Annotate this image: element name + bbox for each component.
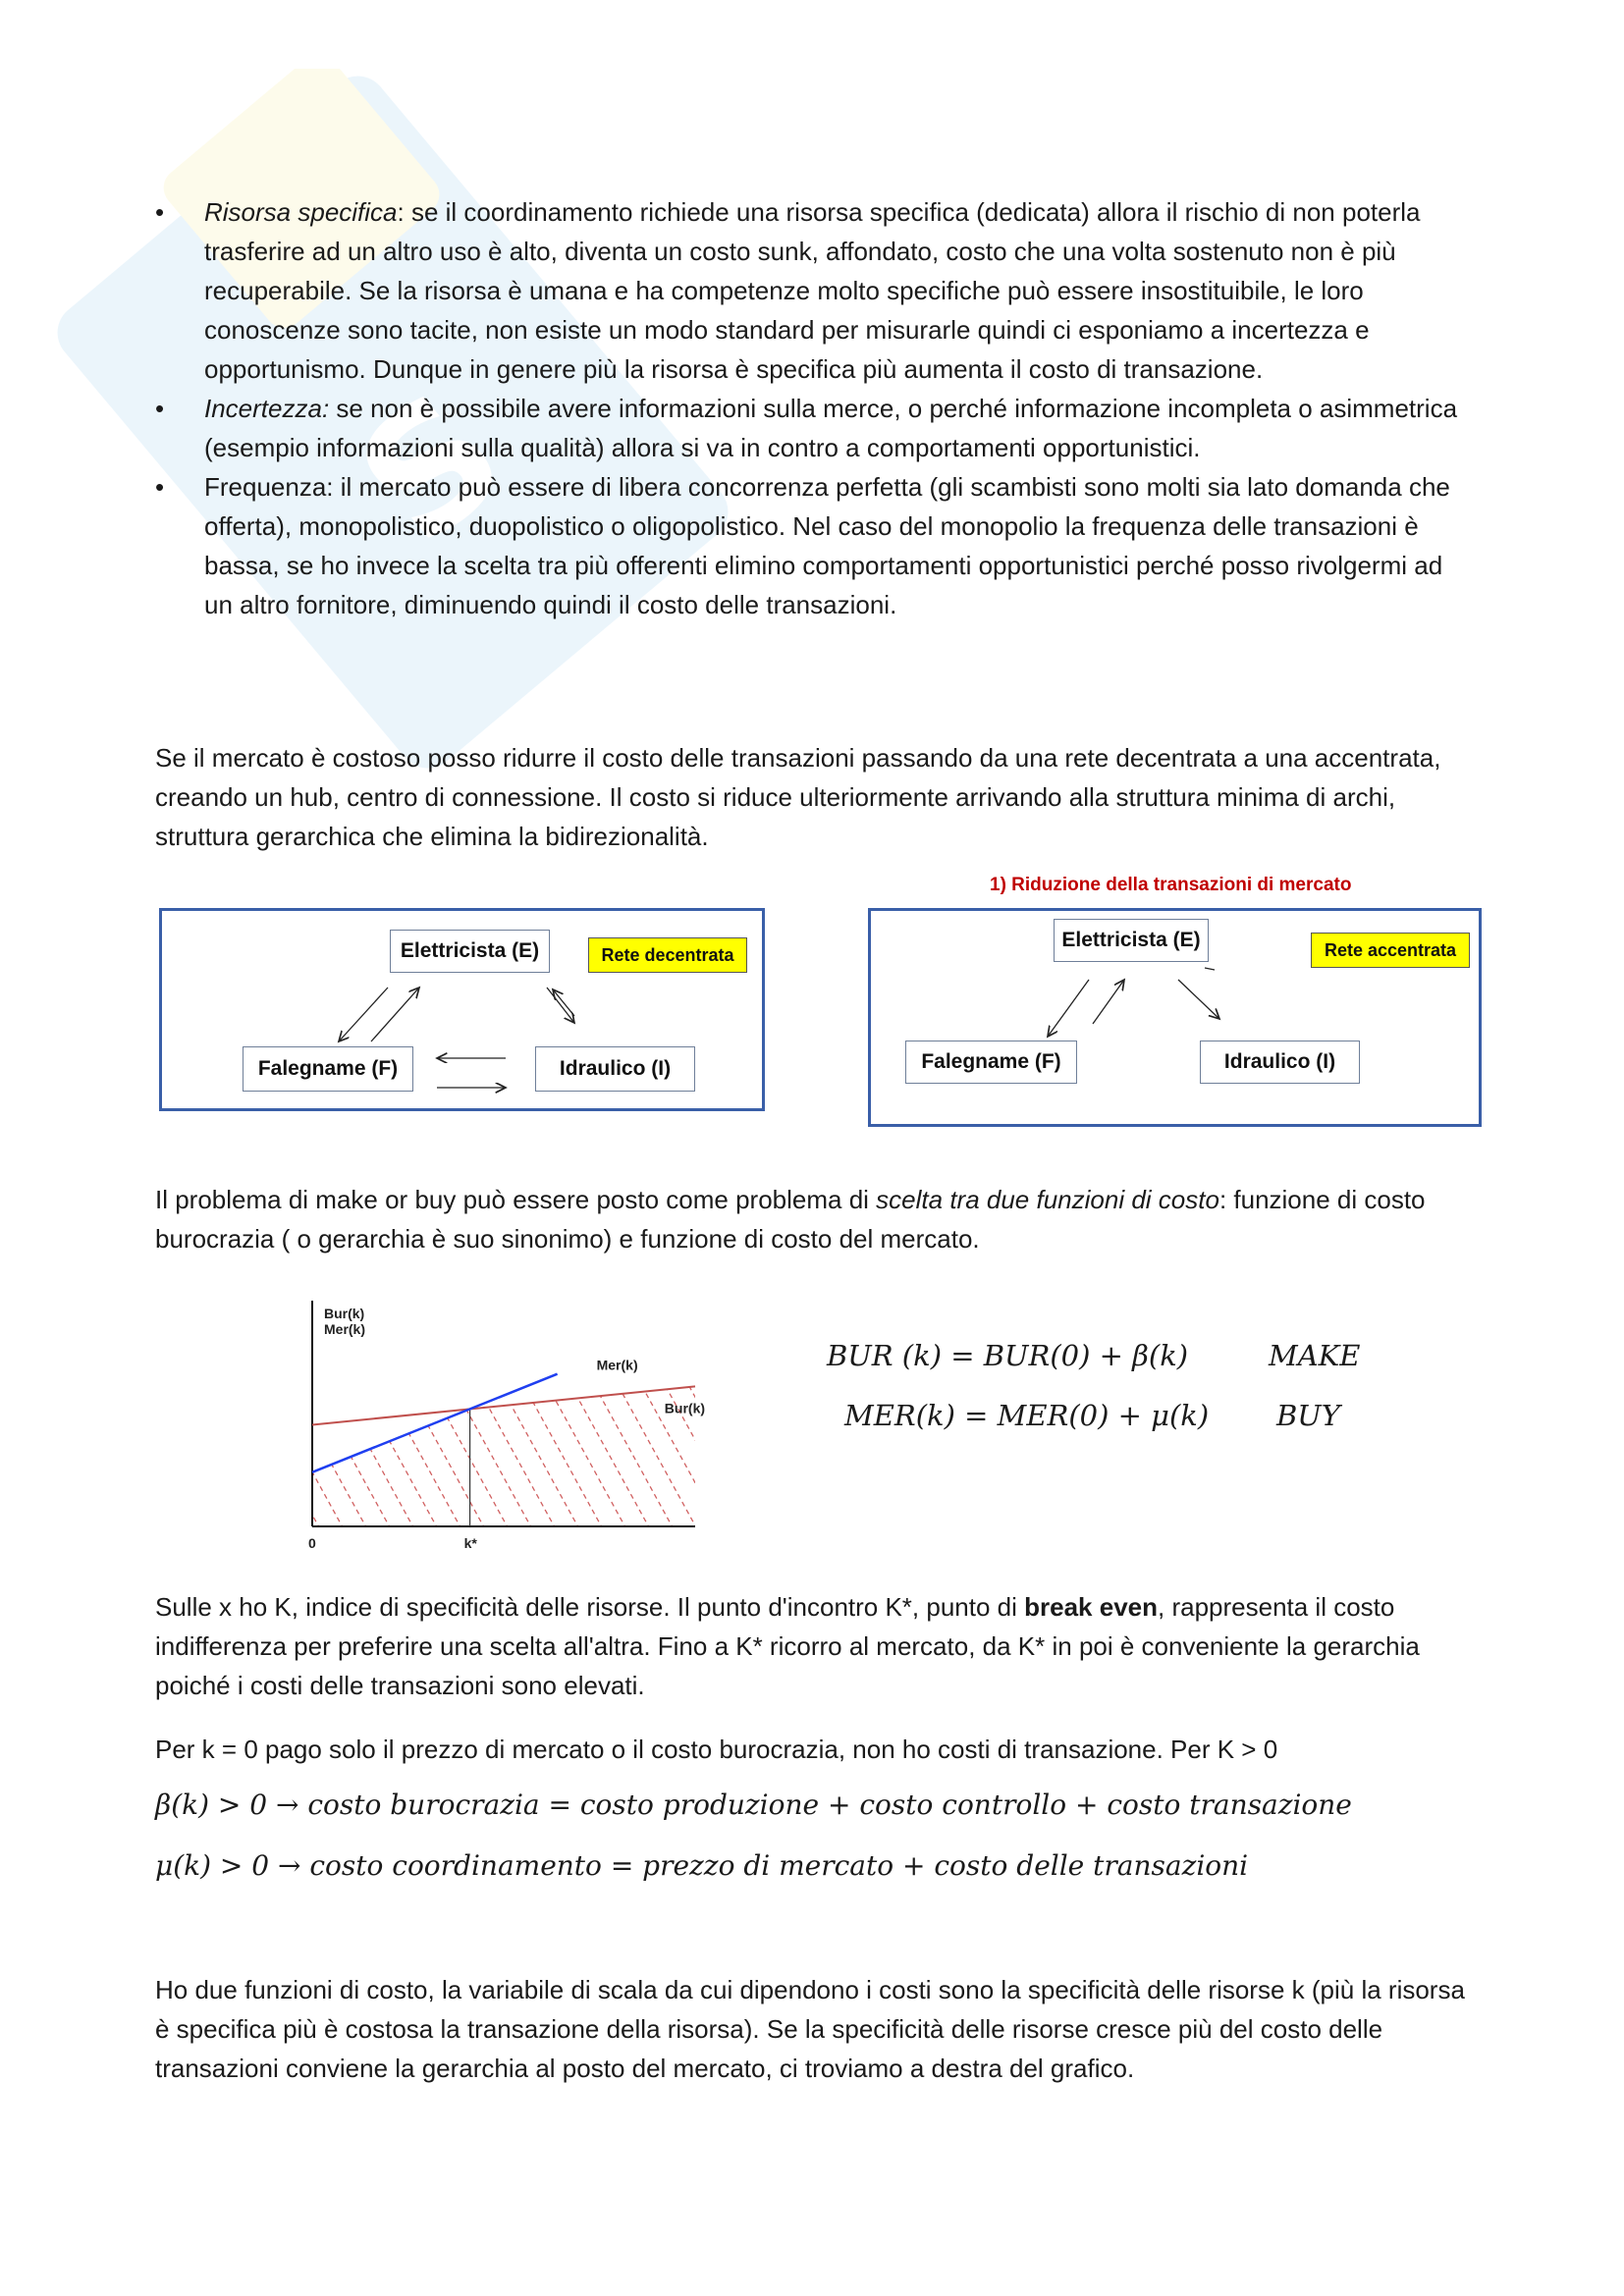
series-bur-line [312,1386,695,1424]
node-carpenter: Falegname (F) [243,1046,413,1092]
diagram-arrows [871,911,1485,1130]
list-item: • Risorsa specifica: se il coordinamento richiede una risorsa specifica (dedicata) allora il rischio di non poterla trasferire ad un altro uso è alto, diventa un costo sunk, affondato, costo che una volta sostenuto non è più recuperabile. Se la risorsa è umana e ha competenze molto specifiche può essere insostituibile, le loro conoscenze sono tacite, non esiste un modo standard per misurarle quindi ci esponiamo a incertezza e opportunismo. Dunque in genere più la risorsa è specifica più aumenta il costo di transazione. [155,192,1476,389]
paragraph-make-or-buy: Il problema di make or buy può essere posto come problema di scelta tra due funzioni di costo: funzione di costo burocrazia ( o gerarchia è suo sinonimo) e funzione di costo del mercato. [155,1185,1426,1254]
paragraph-k-zero: Per k = 0 pago solo il prezzo di mercato o il costo burocrazia, non ho costi di transazione. Per K > 0 [155,1735,1278,1764]
diagram-centralized [868,908,1482,1127]
paragraph-break-even: Sulle x ho K, indice di specificità delle risorse. Il punto d'incontro K*, punto di break even, rappresenta il costo indifferenza per preferire una scelta all'altra. Fino a K* ricorro al mercato, da K* in poi è conveniente la gerarchia poiché i costi delle transazioni sono elevati. [155,1592,1420,1700]
formula-bur-tag: MAKE [1269,1339,1361,1372]
node-plumber: Idraulico (I) [535,1046,695,1092]
node-electrician: Elettricista (E) [1054,919,1209,962]
legend-mer: Mer(k) [596,1357,638,1373]
list-item: • Frequenza: il mercato può essere di libera concorrenza perfetta (gli scambisti sono molti sia lato domanda che offerta), monopolistico, duopolistico o oligopolistico. Nel caso del monopolio la frequenza delle transazioni è bassa, se ho invece la scelta tra più offerenti elimino comportamenti opportunistici perché posso rivolgermi ad un altro fornitore, diminuendo quindi il costo delle transazioni. [155,467,1476,624]
diagram-arrows [162,911,768,1114]
paragraph-network: Se il mercato è costoso posso ridurre il costo delle transazioni passando da una rete decentrata a una accentrata, creando un hub, centro di connessione. Il costo si riduce ulteriormente arrivando alla struttura minima di archi, struttura gerarchica che elimina la bidirezionalità. [155,743,1441,851]
paragraph-conclusion: Ho due funzioni di costo, la variabile di scala da cui dipendono i costi sono la specificità delle risorse k (più la risorsa è specifica più è costosa la transazione della risorsa). Se la specificità delle risorse cresce più del costo delle transazioni conviene la gerarchia al posto del mercato, ci troviamo a destra del grafico. [155,1975,1465,2083]
network-tag: Rete decentrata [588,937,747,973]
formula-bur: BUR (k) = BUR(0) + β(k) [827,1339,1189,1372]
node-carpenter: Falegname (F) [905,1041,1077,1084]
criteria-list [155,192,1476,624]
formula-mu: μ(k) > 0 → costo coordinamento = prezzo di mercato + costo delle transazioni [155,1849,1249,1882]
hatch-line [295,1301,296,1526]
y-label-bur: Bur(k) [324,1306,365,1321]
hatch-line [454,1301,578,1526]
cost-chart [295,1286,707,1551]
diagram-title: 1) Riduzione della transazioni di mercato [990,875,1352,895]
formula-beta: β(k) > 0 → costo burocrazia = costo produzione + costo controllo + costo transazione [155,1789,1352,1821]
list-item: • Incertezza: se non è possibile avere informazioni sulla merce, o perché informazione incompleta o asimmetrica (esempio informazioni sulla qualità) allora si va in contro a comportamenti opportunistici. [155,389,1476,467]
formula-mer: MER(k) = MER(0) + μ(k) [844,1399,1210,1432]
node-electrician: Elettricista (E) [390,930,550,973]
network-tag: Rete accentrata [1311,933,1470,968]
hatch-line [295,1301,319,1526]
svg-text:S: S [323,355,541,582]
hatch-line [430,1301,555,1526]
hatch-line [524,1301,649,1526]
hatch-line [501,1301,625,1526]
hatch-line [548,1301,673,1526]
hatch-line [477,1301,602,1526]
series-mer-line [312,1374,558,1472]
origin-label: 0 [308,1535,316,1551]
diagram-decentralized [159,908,765,1111]
kstar-label: k* [463,1535,477,1551]
node-plumber: Idraulico (I) [1200,1041,1360,1084]
y-label-mer: Mer(k) [324,1321,366,1337]
legend-bur: Bur(k) [664,1400,706,1416]
hatch-line [383,1301,508,1526]
formula-mer-tag: BUY [1276,1399,1340,1432]
